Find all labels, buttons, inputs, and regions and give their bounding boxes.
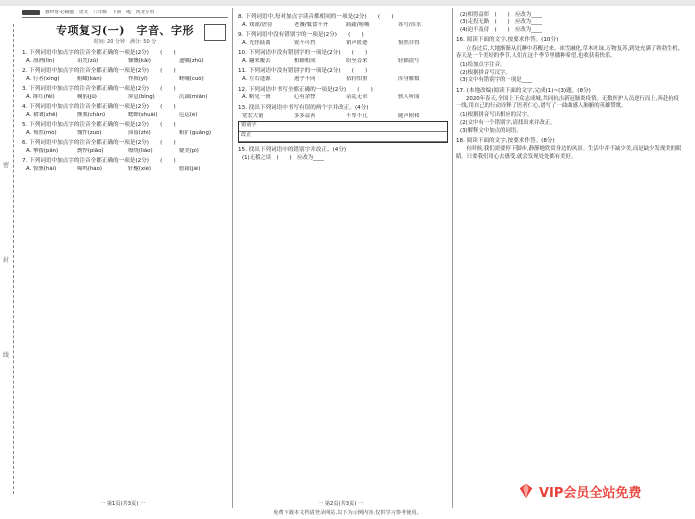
question-stem: 18. 阅读下面的文字,按要求作答。(8分) [456, 137, 555, 144]
table-label: 错别字 [239, 122, 283, 132]
option: 多多益善 [294, 112, 316, 119]
option: 缭绕(liáo) [128, 148, 153, 155]
option: 杂乱无章 [346, 94, 368, 101]
question-stem: 4. 下列词语中加点字的注音全都正确的一项是(2分) ( ) [22, 104, 176, 111]
option: 作揖(yī) [128, 75, 148, 82]
question-3 [22, 86, 228, 100]
option: 轩榭(xiè) [128, 166, 151, 173]
option: A. 绯红(fēi) [26, 93, 55, 100]
question-13 [238, 105, 448, 143]
option: 俯瞰(kàn) [77, 75, 102, 82]
question-17 [456, 88, 684, 134]
sub-question: (2)根据拼音写汉字。 [460, 69, 511, 76]
question-stem: 8. 下列词语中,每对加点字读音都相同的一项是(2分) ( ) [238, 14, 394, 20]
question-stem: 15. 找出下列词语中的错别字并改正。(4分) [238, 146, 347, 153]
column-right [456, 10, 684, 505]
option: A. 褶皱(zhě) [26, 111, 58, 118]
correction-table [238, 121, 448, 143]
option: 粗犷(guǎng) [179, 130, 211, 137]
question-stem: 9. 下列词语中没有错别字的一项是(2分) ( ) [238, 32, 364, 39]
question-stem: 3. 下列词语中加点字的注音全都正确的一项是(2分) ( ) [22, 85, 176, 92]
question-10 [238, 50, 448, 64]
page-number: 一 第2页(共3页) 一 [318, 501, 364, 507]
option: 滞留(zhì) [128, 130, 151, 137]
option: 随声附和 [398, 112, 420, 119]
sub-question: (3)文中有错别字的一项是____ [460, 77, 533, 84]
option: A. 左右逢源 [242, 76, 271, 83]
question-stem: 16. 阅读下面的文字,按要求作答。(10分) [456, 37, 559, 44]
question-stem: 17. (本地改编)阅读下面的文字,完成(1)~(3)题。(8分) [456, 87, 591, 94]
option: 怡然自得 [398, 40, 420, 47]
region: 河北专用 [135, 10, 155, 15]
question-18 [456, 138, 684, 161]
sub-question: (1)根据拼音写出相应的汉字。 [460, 112, 533, 119]
option: 愧怍(zuò) [77, 130, 102, 137]
reading-passage: 立春过后,大地渐渐从沉睡中苏醒过来。冰雪融化,草木吐绿,万物复苏,到处充满了勃勃生机。春天是一个美好的季节,人们在这个季节里播种希望,也收获着快乐。 [456, 45, 684, 59]
question-stem: 2. 下列词语中加点字的注音全都正确的一项是(2分) ( ) [22, 67, 176, 74]
option: 老饕/餮食不齐 [294, 21, 329, 28]
option: 沉湎(miǎn) [179, 93, 208, 100]
option: 拈轻怕重 [346, 76, 368, 83]
table-label: 改正 [239, 132, 283, 142]
answer-cell[interactable] [283, 132, 447, 142]
sub-question: (1)给加点字注音。 [460, 61, 506, 68]
option: 慷慨(kǎi) [128, 57, 151, 64]
option: 心有余悸 [294, 94, 316, 101]
question-12 [238, 87, 448, 101]
option: 颤栗(chàn) [77, 111, 106, 118]
brand-logo [22, 10, 40, 15]
option: A. 行者(xíng) [26, 75, 60, 82]
grade: 八年级 [93, 10, 108, 15]
option: 诅咒(zǔ) [77, 57, 99, 64]
option: A. 凛冽(lǐn) [26, 57, 55, 64]
question-8 [238, 14, 448, 28]
question-1 [22, 50, 228, 64]
option: 慰藉(jiè) [179, 166, 201, 173]
sub-question: (1)无稽之谈 ( ) 应改为____ [242, 154, 324, 161]
column-left [22, 10, 228, 505]
option: 鞠躬(jū) [77, 93, 97, 100]
option: A. 蓦然(mò) [26, 130, 57, 137]
time-score-info: 时间: 20 分钟 满分: 50 分 [93, 38, 157, 45]
option: A. 略见一斑 [242, 94, 271, 101]
unit-title: 专项复习(一) 字音、字形 [56, 24, 194, 38]
option: 骇人听闻 [398, 94, 420, 101]
option: 厄运(è) [179, 111, 198, 118]
question-stem: 13. 找出下列词语中书写有误的两个字并改正。(4分) [238, 104, 369, 111]
column-divider [232, 8, 233, 508]
question-16 [456, 37, 684, 83]
binding-line [13, 24, 14, 494]
column-divider [452, 8, 453, 508]
footer-note: 免费下载本文档请登录网站,以下为示例内容,仅供学习参考使用。 [273, 510, 422, 516]
vip-watermark[interactable] [513, 480, 689, 502]
question-7 [22, 158, 228, 172]
page-number: 一 第1页(共3页) 一 [100, 501, 146, 507]
sheet-header [22, 10, 228, 18]
option: 诨号/浑水 [398, 21, 422, 28]
brand-name: 教材帮·必刷题 [45, 10, 75, 15]
subject: 语文 [79, 10, 89, 15]
vip-text: VIP会员全站免费 [539, 485, 642, 501]
option: A. 攀援(pān) [26, 148, 59, 155]
option: 锐不可挡 [294, 40, 316, 47]
reading-passage: 2020年春天,全国上下众志成城,共同抗击新冠肺炎疫情。无数医护人员逆行而上,奔赴抗疫一线,用自己的行动诠释了医者仁心,谱写了一曲曲感人肺腑的英雄赞歌。 [456, 95, 679, 110]
option: 浑身解数 [398, 76, 420, 83]
question-9 [238, 32, 448, 46]
question-stem: 10. 下列词语中没有错别字的一项是(2分) ( ) [238, 50, 368, 57]
option: 轻描淡写 [398, 58, 420, 65]
option: 宽宏大量 [242, 112, 264, 119]
option: 相辅相成 [294, 58, 316, 65]
binding-mark-3: 线 [3, 352, 10, 359]
sub-question: (4)迫不及待 ( ) 应改为____ [460, 26, 542, 33]
question-stem: 7. 下列词语中加点字的注音全都正确的一项是(2分) ( ) [22, 158, 176, 165]
sub-question: (2)相得益彰 ( ) 应改为____ [460, 11, 542, 18]
question-stem: 5. 下列词语中加点字的注音全都正确的一项是(2分) ( ) [22, 122, 176, 129]
option: 剽悍(piāo) [77, 148, 104, 155]
edition: RJ [126, 10, 131, 15]
option: A. 惊骇(hài) [26, 166, 57, 173]
question-stem: 12. 下列词语中书写全都正确的一项是(2分) ( ) [238, 86, 373, 93]
term: 下册 [112, 10, 122, 15]
question-2 [22, 68, 228, 82]
option: 媲美(pì) [179, 148, 199, 155]
option: A. 翻来覆去 [242, 58, 271, 65]
option: 遗嘱(zhǔ) [179, 57, 204, 64]
binding-mark-1: 密 [3, 162, 10, 169]
option: 迥乎不同 [294, 76, 316, 83]
question-stem: 11. 下列词语中没有错别字的一项是(2分) ( ) [238, 68, 368, 75]
score-box [204, 24, 226, 41]
option: 嗥鸣(háo) [77, 166, 103, 173]
option: 销声匿迹 [346, 40, 368, 47]
option: 屏息(bǐng) [128, 93, 155, 100]
option: 不卑不亢 [346, 112, 368, 119]
question-stem: 6. 下列词语中加点字的注音全都正确的一项是(2分) ( ) [22, 140, 176, 147]
sub-question: (3)走投无路 ( ) 应改为____ [460, 19, 542, 26]
question-6 [22, 140, 228, 154]
binding-mark-2: 封 [3, 257, 10, 264]
sub-question: (3)解释文中加点的词语。 [460, 127, 522, 134]
question-15 [238, 147, 448, 161]
option: 嵯峨(cuó) [179, 75, 204, 82]
top-strip [0, 0, 695, 6]
question-11 [238, 68, 448, 82]
question-stem: 1. 下列词语中加点字的注音全都正确的一项是(2分) ( ) [22, 49, 176, 56]
option: A. 光怪陆离 [242, 40, 271, 47]
option: A. 戏谑/虐待 [242, 21, 273, 28]
column-middle [238, 10, 448, 505]
question-5 [22, 122, 228, 136]
option: 纷至沓来 [346, 58, 368, 65]
question-4 [22, 104, 228, 118]
sub-question: (2)文中有一个错别字,请找出来并改正。 [460, 120, 556, 127]
option: 踌躇/咀嚼 [346, 21, 370, 28]
option: 蟋蟀(shuài) [128, 111, 158, 118]
reading-passage: 有时候,我们需要停下脚步,静静地欣赏身边的风景。生活中并不缺少美,而是缺少发现美的眼睛。只要我们用心去感受,就会发现处处都有美好。 [456, 146, 682, 160]
answer-cell[interactable] [283, 122, 447, 132]
gem-icon [517, 482, 535, 500]
